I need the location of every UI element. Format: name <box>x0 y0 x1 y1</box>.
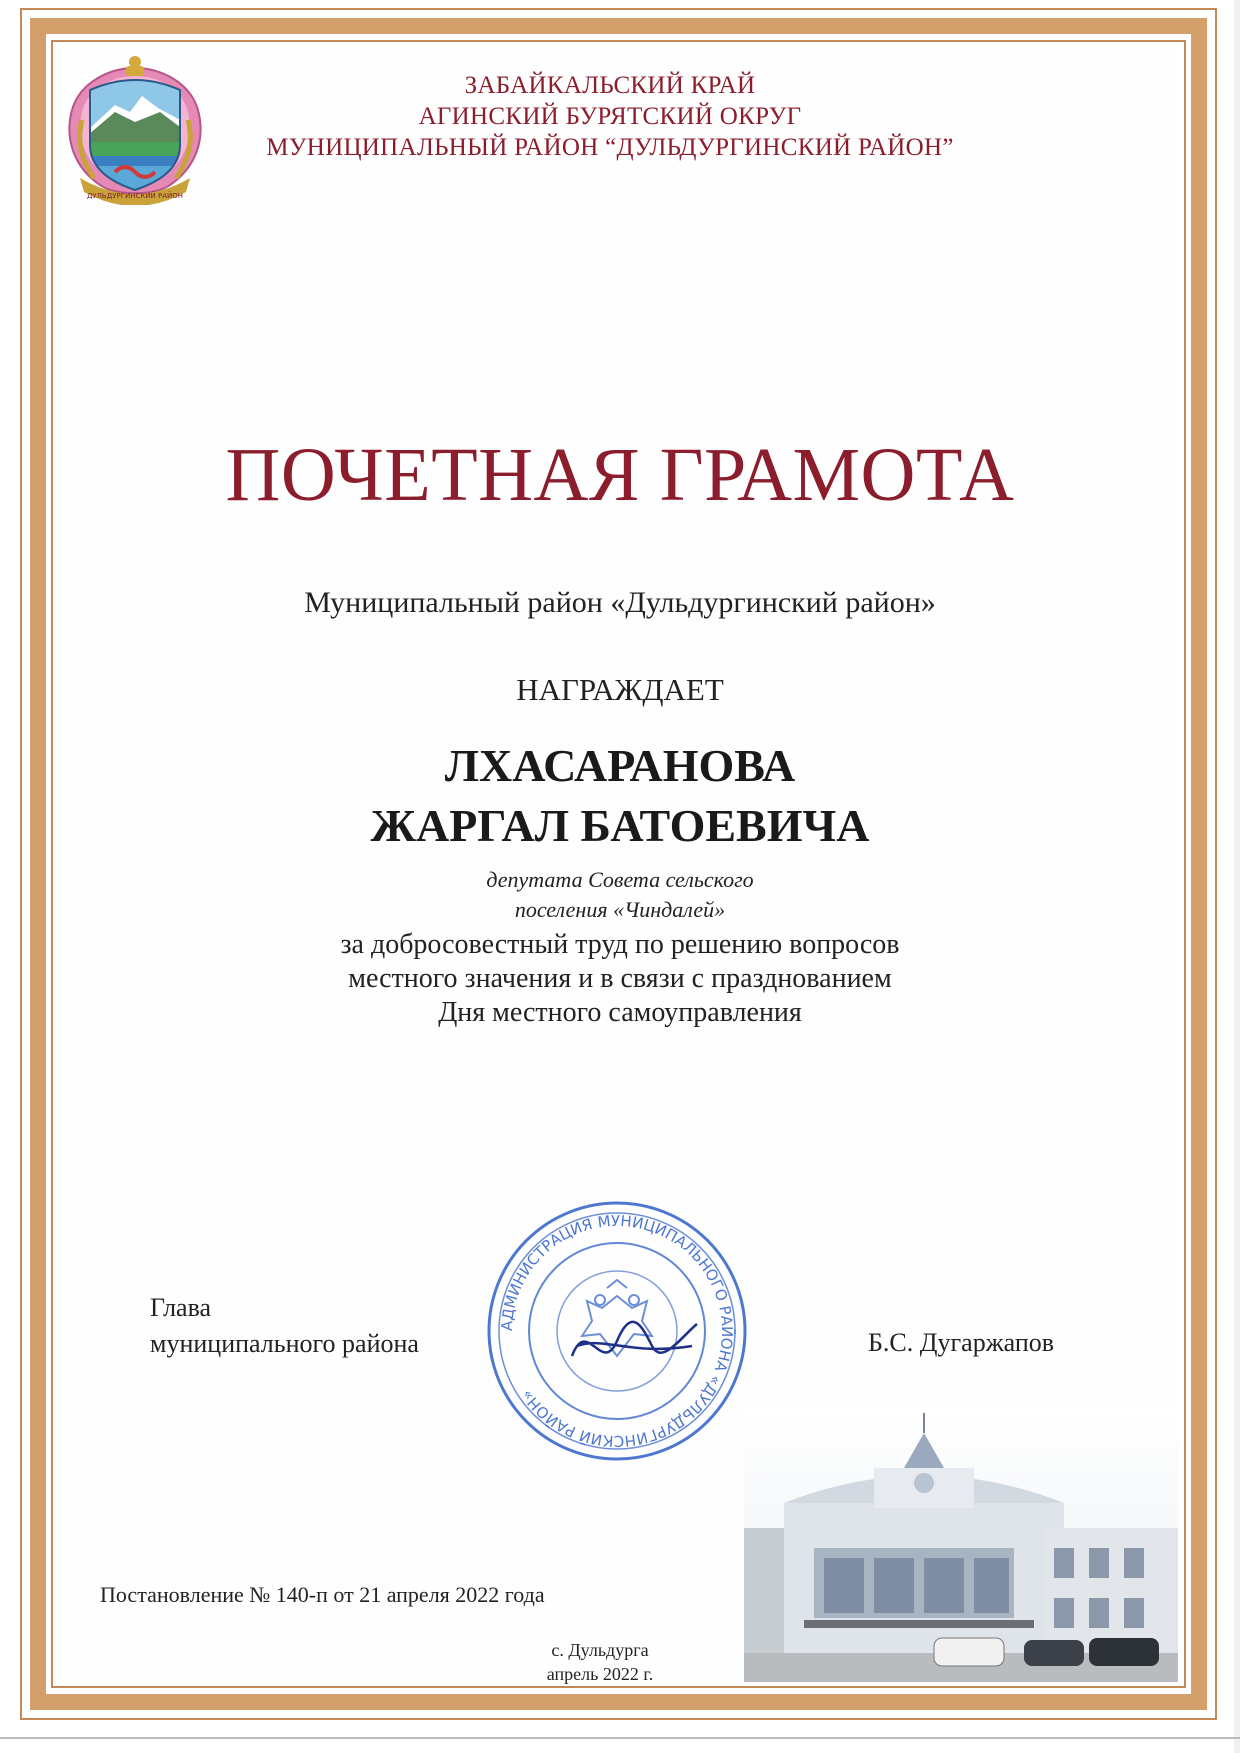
recipient-position <box>110 865 1130 925</box>
header-line-district: МУНИЦИПАЛЬНЫЙ РАЙОН “ДУЛЬДУРГИНСКИЙ РАЙОН” <box>266 134 954 161</box>
signature-stroke <box>572 1322 697 1356</box>
position-line-1: депутата Совета сельского <box>486 867 754 892</box>
seal-text: АДМИНИСТРАЦИЯ МУНИЦИПАЛЬНОГО РАЙОНА «ДУЛЬДУРГИНСКИЙ РАЙОН» <box>497 1211 737 1451</box>
decree-reference: Постановление № 140-п от 21 апреля 2022 года <box>100 1582 545 1607</box>
reason-line-1: за добросовестный труд по решению вопросов <box>340 929 900 960</box>
coat-of-arms-icon <box>60 50 210 205</box>
recipient-surname: ЛХАСАРАНОВА <box>444 740 796 791</box>
recipient-given-names: ЖАРГАЛ БАТОЕВИЧА <box>370 800 870 851</box>
header-line-region: ЗАБАЙКАЛЬСКИЙ КРАЙ <box>464 72 756 99</box>
scan-edge <box>1234 0 1240 1753</box>
position-line-2: поселения «Чиндалей» <box>514 897 726 922</box>
signatory-title-line-1: Глава <box>150 1293 212 1322</box>
official-seal-icon <box>482 1196 752 1466</box>
signatory-name: Б.С. Дугаржапов <box>868 1328 1055 1357</box>
award-reason <box>110 928 1130 1030</box>
awards-verb: НАГРАЖДАЕТ <box>516 672 724 707</box>
administration-building-photo-icon <box>744 1408 1178 1682</box>
place: с. Дульдурга <box>551 1640 649 1660</box>
certificate-title: ПОЧЕТНАЯ ГРАМОТА <box>225 433 1015 517</box>
emblem-ribbon-text: ДУЛЬДУРГИНСКИЙ РАЙОН <box>86 192 184 200</box>
recipient-name <box>110 736 1130 856</box>
reason-line-3: Дня местного самоуправления <box>438 997 802 1028</box>
reason-line-2: местного значения и в связи с празднованием <box>348 963 892 994</box>
scan-edge-line <box>0 1737 1240 1739</box>
signatory-title-line-2: муниципального района <box>150 1329 419 1358</box>
header-line-okrug: АГИНСКИЙ БУРЯТСКИЙ ОКРУГ <box>418 103 802 130</box>
issue-date: апрель 2022 г. <box>546 1664 654 1684</box>
issuer-line: Муниципальный район «Дульдургинский район» <box>304 586 936 619</box>
signatory-title <box>150 1290 419 1362</box>
place-and-date <box>480 1638 720 1686</box>
issuer-header <box>190 70 1030 163</box>
